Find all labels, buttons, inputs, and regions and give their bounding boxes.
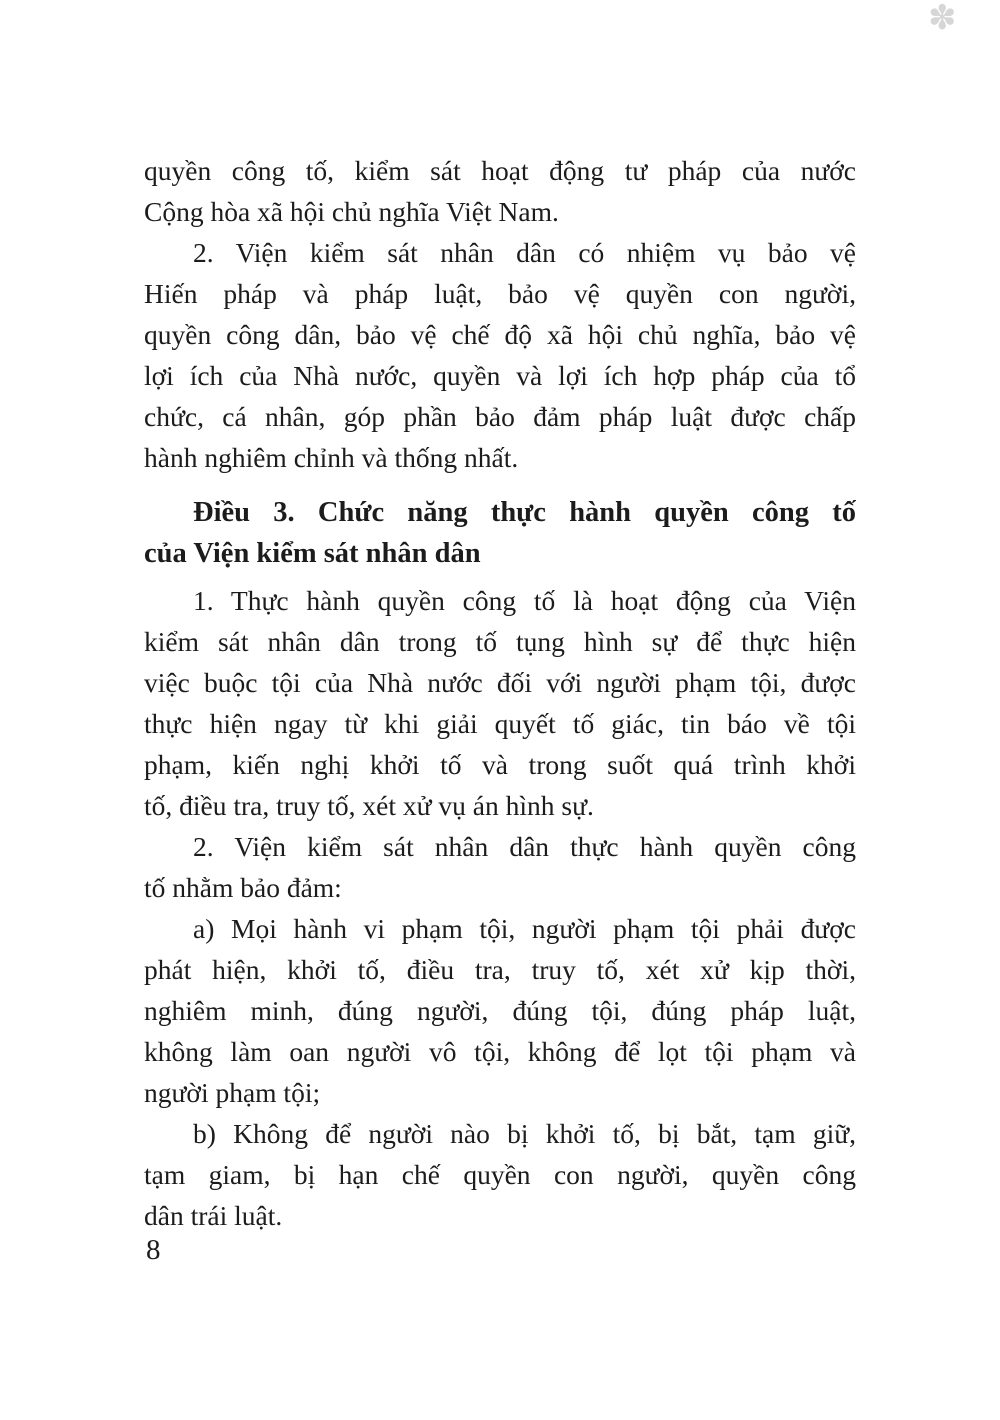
text-line: việc buộc tội của Nhà nước đối với người phạm tội, được xyxy=(144,667,856,698)
text-line: nghiêm minh, đúng người, đúng tội, đúng pháp luật, xyxy=(144,995,856,1026)
text-line: thực hiện ngay từ khi giải quyết tố giác, tin báo về tội xyxy=(144,708,856,739)
page-content xyxy=(144,150,856,1236)
text-line: Cộng hòa xã hội chủ nghĩa Việt Nam. xyxy=(144,196,559,227)
text-line: kiểm sát nhân dân trong tố tụng hình sự để thực hiện xyxy=(144,626,856,657)
text-line: 2. Viện kiểm sát nhân dân có nhiệm vụ bảo vệ xyxy=(193,237,856,268)
point-b-paragraph xyxy=(144,1113,856,1236)
text-line: lợi ích của Nhà nước, quyền và lợi ích hợp pháp của tổ xyxy=(144,360,856,391)
clause-2-paragraph xyxy=(144,232,856,478)
text-line: tố, điều tra, truy tố, xét xử vụ án hình sự. xyxy=(144,790,594,821)
article-heading-line: của Viện kiểm sát nhân dân xyxy=(144,538,481,569)
text-line: Hiến pháp và pháp luật, bảo vệ quyền con người, xyxy=(144,278,856,309)
text-line: quyền công tố, kiểm sát hoạt động tư pháp của nước xyxy=(144,155,856,186)
flower-icon: ✽ xyxy=(928,0,957,37)
article-3-clause-2-paragraph xyxy=(144,826,856,908)
page-number: 8 xyxy=(146,1234,161,1266)
text-line: 1. Thực hành quyền công tố là hoạt động của Viện xyxy=(193,585,856,616)
text-line: hành nghiêm chỉnh và thống nhất. xyxy=(144,442,519,473)
text-line: phạm, kiến nghị khởi tố và trong suốt quá trình khởi xyxy=(144,749,856,780)
text-line: quyền công dân, bảo vệ chế độ xã hội chủ nghĩa, bảo vệ xyxy=(144,319,856,350)
text-line: tố nhằm bảo đảm: xyxy=(144,872,342,903)
text-line: không làm oan người vô tội, không để lọt tội phạm và xyxy=(144,1036,856,1067)
text-line: a) Mọi hành vi phạm tội, người phạm tội phải được xyxy=(193,913,856,944)
text-line: tạm giam, bị hạn chế quyền con người, quyền công xyxy=(144,1159,856,1190)
article-3-clause-1-paragraph xyxy=(144,580,856,826)
text-line: chức, cá nhân, góp phần bảo đảm pháp luật được chấp xyxy=(144,401,856,432)
text-line: phát hiện, khởi tố, điều tra, truy tố, xét xử kịp thời, xyxy=(144,954,856,985)
article-heading-line: Điều 3. Chức năng thực hành quyền công tố xyxy=(193,497,856,528)
text-line: dân trái luật. xyxy=(144,1200,283,1231)
text-line: b) Không để người nào bị khởi tố, bị bắt, tạm giữ, xyxy=(193,1118,856,1149)
paragraph-continuation xyxy=(144,150,856,232)
point-a-paragraph xyxy=(144,908,856,1113)
article-3-heading xyxy=(144,492,856,574)
text-line: người phạm tội; xyxy=(144,1077,321,1108)
text-line: 2. Viện kiểm sát nhân dân thực hành quyền công xyxy=(193,831,856,862)
